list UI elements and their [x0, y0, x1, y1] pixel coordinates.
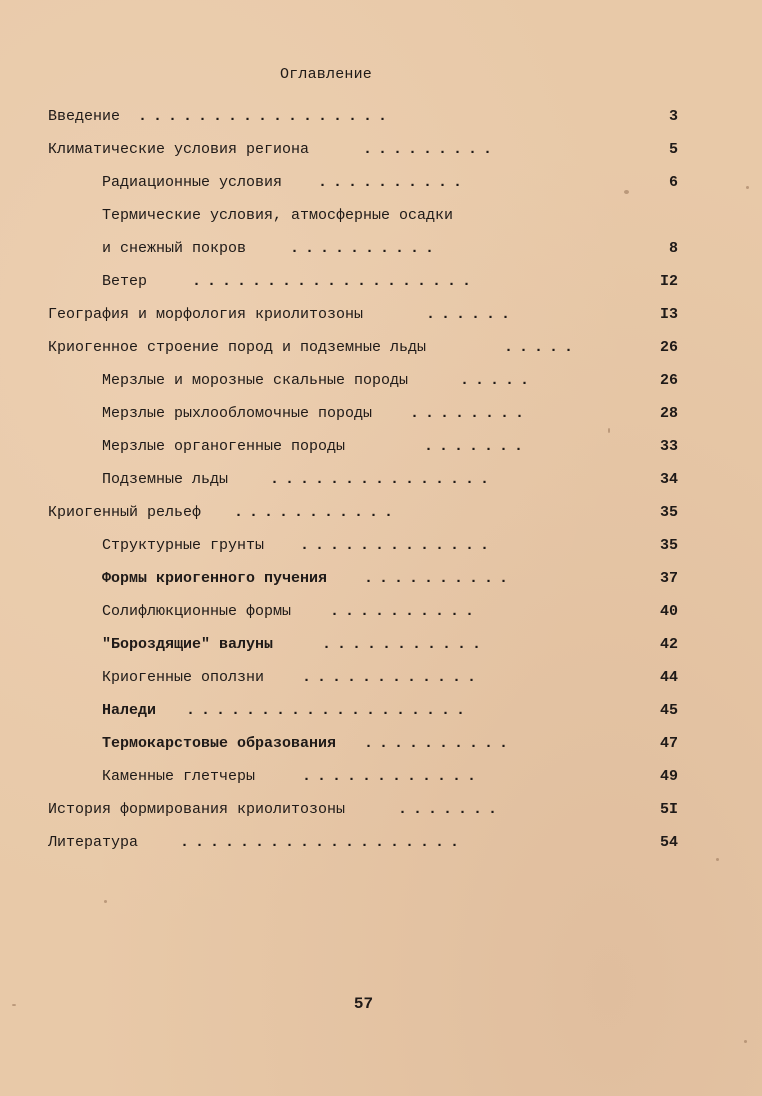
toc-entry-page: 8	[668, 240, 678, 257]
toc-entry	[102, 269, 678, 295]
toc-entry-text: Мерзлые органогенные породы	[102, 438, 346, 455]
toc-entry-text: "Бороздящие" валуны	[102, 636, 274, 653]
toc-entry	[102, 599, 678, 625]
dot-leader: .......	[424, 438, 530, 455]
toc-entry-text: Солифлюкционные формы	[102, 603, 292, 620]
toc-entry-text: География и морфология криолитозоны	[48, 306, 364, 323]
dot-leader: ............	[302, 768, 483, 785]
toc-entry	[102, 566, 678, 592]
toc-entry	[102, 401, 678, 427]
dot-leader: ...................	[180, 834, 466, 851]
dot-leader: ..........	[330, 603, 481, 620]
toc-entry	[102, 368, 678, 394]
toc-entry-page: 35	[659, 537, 678, 554]
toc-entry-text: История формирования криолитозоны	[48, 801, 346, 818]
toc-entry	[102, 764, 678, 790]
paper-speck	[746, 186, 749, 189]
toc-entry	[102, 434, 678, 460]
toc-entry	[48, 830, 678, 856]
toc-entry-text: Литература	[48, 834, 139, 851]
dot-leader: .....	[504, 339, 580, 356]
dot-leader: ........	[410, 405, 531, 422]
toc-entry	[102, 632, 678, 658]
paper-speck	[608, 428, 610, 433]
toc-entry	[48, 137, 678, 163]
toc-entry-text: Введение	[48, 108, 121, 125]
toc-entry	[102, 467, 678, 493]
toc-entry-text: и снежный покров	[102, 240, 247, 257]
dot-leader: .............	[300, 537, 496, 554]
toc-entry	[48, 335, 678, 361]
toc-entry-text: Термокарстовые образования	[102, 735, 337, 752]
toc-entry-text: Радиационные условия	[102, 174, 283, 191]
paper-speck	[744, 1040, 747, 1043]
toc-entry-page: 28	[659, 405, 678, 422]
toc-entry	[102, 665, 678, 691]
dot-leader: ...................	[192, 273, 478, 290]
dot-leader: .........	[363, 141, 499, 158]
toc-entry-text: Каменные глетчеры	[102, 768, 256, 785]
toc-entry-page: I3	[659, 306, 678, 323]
toc-entry-text: Формы криогенного пучения	[102, 570, 328, 587]
toc-entry-text: Мерзлые рыхлообломочные породы	[102, 405, 373, 422]
toc-entry-page: 34	[659, 471, 678, 488]
toc-entry-text: Криогенные оползни	[102, 669, 265, 686]
toc-entry-page: 35	[659, 504, 678, 521]
toc-entry-text: Термические условия, атмосферные осадки	[102, 207, 454, 224]
toc-title: Оглавление	[279, 66, 372, 83]
toc-entry-text: Криогенное строение пород и подземные льды	[48, 339, 427, 356]
dot-leader: .....	[460, 372, 536, 389]
dot-leader: ...................	[186, 702, 472, 719]
toc-entry-page: 42	[659, 636, 678, 653]
toc-entry	[48, 797, 678, 823]
toc-entry-page: 40	[659, 603, 678, 620]
page-number: 57	[353, 995, 374, 1013]
toc-entry-page: 37	[659, 570, 678, 587]
toc-entry-page: 26	[659, 372, 678, 389]
toc-entry-page: 26	[659, 339, 678, 356]
toc-entry-page: 49	[659, 768, 678, 785]
dot-leader: ...........	[234, 504, 400, 521]
toc-entry	[102, 170, 678, 196]
toc-entry-page: 45	[659, 702, 678, 719]
dot-leader: .......	[398, 801, 504, 818]
dot-leader: ......	[426, 306, 517, 323]
toc-entry	[102, 236, 678, 262]
paper-speck	[104, 900, 107, 903]
dot-leader: ............	[302, 669, 483, 686]
dot-leader: ..........	[364, 735, 515, 752]
toc-entry-text: Ветер	[102, 273, 148, 290]
dot-leader: ..........	[290, 240, 441, 257]
toc-entry-page: 5I	[659, 801, 678, 818]
paper-speck	[624, 190, 629, 194]
toc-entry	[48, 104, 678, 130]
toc-entry-page: 5	[668, 141, 678, 158]
toc-entry-page: 6	[668, 174, 678, 191]
toc-entry	[102, 203, 678, 229]
dot-leader: ...............	[270, 471, 496, 488]
toc-entry-text: Климатические условия региона	[48, 141, 310, 158]
toc-entry-page: 47	[659, 735, 678, 752]
dot-leader: ...........	[322, 636, 488, 653]
paper-speck	[12, 1004, 16, 1006]
toc-entry-page: I2	[659, 273, 678, 290]
toc-entry-page: 44	[659, 669, 678, 686]
toc-entry-page: 33	[659, 438, 678, 455]
toc-entry	[48, 500, 678, 526]
toc-entry-text: Наледи	[102, 702, 157, 719]
dot-leader: ..........	[318, 174, 469, 191]
toc-entry	[48, 302, 678, 328]
toc-entry	[102, 731, 678, 757]
paper-speck	[716, 858, 719, 861]
toc-entry-text: Подземные льды	[102, 471, 229, 488]
toc-entry-page: 3	[668, 108, 678, 125]
toc-entry-text: Мерзлые и морозные скальные породы	[102, 372, 409, 389]
toc-entry-text: Структурные грунты	[102, 537, 265, 554]
toc-entry-page: 54	[659, 834, 678, 851]
toc-entry	[102, 698, 678, 724]
toc-entry	[102, 533, 678, 559]
toc-entry-text: Криогенный рельеф	[48, 504, 202, 521]
dot-leader: ..........	[364, 570, 515, 587]
dot-leader: .................	[138, 108, 394, 125]
